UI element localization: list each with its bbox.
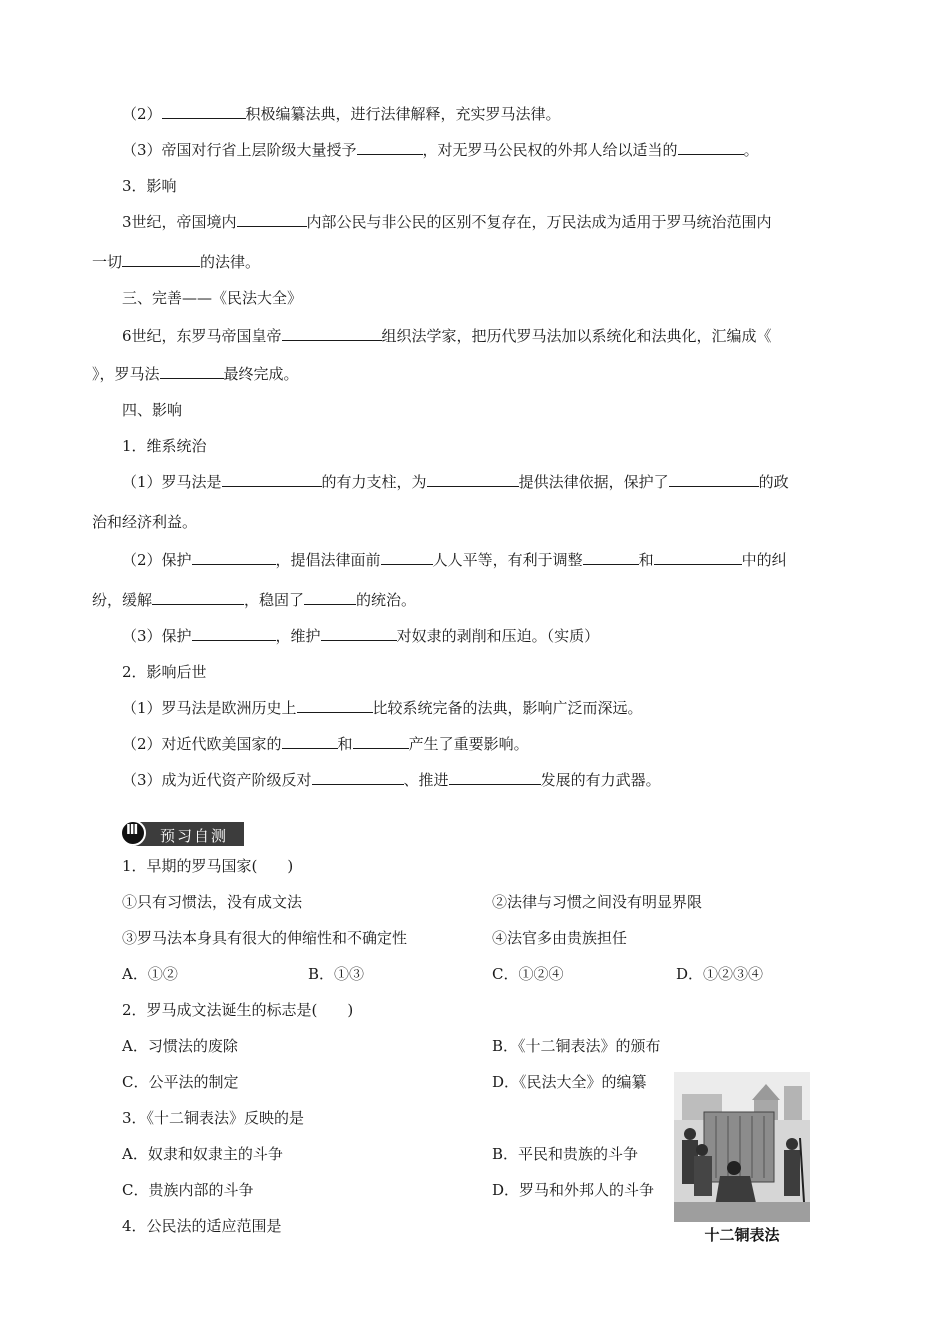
section-heading: 2．影响后世 bbox=[122, 663, 207, 681]
badge-label: 预习自测 bbox=[160, 827, 229, 845]
option-d[interactable]: D．罗马和外邦人的斗争 bbox=[492, 1181, 655, 1199]
question-stem: 3．《十二铜表法》反映的是 bbox=[122, 1109, 305, 1127]
option-d[interactable]: D．①②③④ bbox=[676, 965, 764, 983]
option-c[interactable]: C．①②④ bbox=[492, 965, 564, 983]
fill-blank[interactable] bbox=[583, 550, 639, 565]
option-c[interactable]: C．公平法的制定 bbox=[122, 1073, 239, 1091]
fill-blank[interactable] bbox=[321, 626, 397, 641]
fill-blank[interactable] bbox=[427, 472, 519, 487]
fill-blank[interactable] bbox=[152, 590, 244, 605]
text-line: 一切 的法律。 bbox=[92, 253, 261, 271]
fill-blank[interactable] bbox=[678, 140, 744, 155]
fill-blank[interactable] bbox=[282, 326, 382, 341]
text-line: 治和经济利益。 bbox=[92, 513, 198, 531]
text-line: 3世纪，帝国境内 内部公民与非公民的区别不复存在，万民法成为适用于罗马统治范围内 bbox=[122, 213, 772, 231]
fill-blank[interactable] bbox=[122, 252, 200, 267]
question-stem: 1．早期的罗马国家( ) bbox=[122, 857, 294, 875]
fill-blank[interactable] bbox=[192, 626, 276, 641]
option-b[interactable]: B．①③ bbox=[308, 965, 365, 983]
fill-blank[interactable] bbox=[192, 550, 276, 565]
fill-blank[interactable] bbox=[449, 770, 541, 785]
option-c[interactable]: C．贵族内部的斗争 bbox=[122, 1181, 254, 1199]
section-heading: 三、完善——《民法大全》 bbox=[122, 289, 303, 307]
fill-blank[interactable] bbox=[353, 734, 409, 749]
fill-blank[interactable] bbox=[222, 472, 322, 487]
option-a[interactable]: A．①② bbox=[122, 965, 178, 983]
question-stem: 4．公民法的适应范围是 bbox=[122, 1217, 282, 1235]
option-b[interactable]: B．《十二铜表法》的颁布 bbox=[492, 1037, 661, 1055]
text-line: （2）保护 ，提倡法律面前 人人平等，有利于调整 和 中的纠 bbox=[122, 551, 787, 569]
fill-blank[interactable] bbox=[282, 734, 338, 749]
twelve-tables-illustration bbox=[674, 1072, 810, 1244]
fill-blank[interactable] bbox=[381, 550, 433, 565]
badge-mark: Ⅲ bbox=[126, 823, 139, 838]
text-line: 纷，缓解 ，稳固了 的统治。 bbox=[92, 591, 417, 609]
figure-caption: 十二铜表法 bbox=[704, 1226, 780, 1244]
text-line: （3）帝国对行省上层阶级大量授予 ，对无罗马公民权的外邦人给以适当的 。 bbox=[122, 141, 759, 159]
engraving-image bbox=[674, 1072, 810, 1222]
text-line: （3）保护 ，维护 对奴隶的剥削和压迫。（实质） bbox=[122, 627, 600, 645]
fill-blank[interactable] bbox=[162, 104, 246, 119]
text-line: （1）罗马法是欧洲历史上 比较系统完备的法典，影响广泛而深远。 bbox=[122, 699, 643, 717]
section-heading: 3．影响 bbox=[122, 177, 177, 195]
option-b[interactable]: B．平民和贵族的斗争 bbox=[492, 1145, 639, 1163]
fill-blank[interactable] bbox=[237, 212, 307, 227]
fill-blank[interactable] bbox=[304, 590, 356, 605]
text-line: 6世纪，东罗马帝国皇帝 组织法学家，把历代罗马法加以系统化和法典化，汇编成《 bbox=[122, 327, 772, 345]
text-line: （3）成为近代资产阶级反对 、推进 发展的有力武器。 bbox=[122, 771, 661, 789]
fill-blank[interactable] bbox=[312, 770, 404, 785]
option-a[interactable]: A．习惯法的废除 bbox=[122, 1037, 238, 1055]
text-line: （2） 积极编纂法典，进行法律解释，充实罗马法律。 bbox=[122, 105, 561, 123]
statement: ①只有习惯法，没有成文法 bbox=[122, 893, 303, 911]
option-d[interactable]: D．《民法大全》的编纂 bbox=[492, 1073, 647, 1091]
section-heading: 四、影响 bbox=[122, 401, 183, 419]
section-heading: 1．维系统治 bbox=[122, 437, 207, 455]
fill-blank[interactable] bbox=[160, 364, 224, 379]
text-line: （1）罗马法是 的有力支柱，为 提供法律依据，保护了 的政 bbox=[122, 473, 789, 491]
text-line: （2）对近代欧美国家的 和 产生了重要影响。 bbox=[122, 735, 529, 753]
section-badge bbox=[120, 820, 244, 846]
option-a[interactable]: A．奴隶和奴隶主的斗争 bbox=[122, 1145, 283, 1163]
statement: ②法律与习惯之间没有明显界限 bbox=[492, 893, 703, 911]
statement: ④法官多由贵族担任 bbox=[492, 929, 628, 947]
fill-blank[interactable] bbox=[654, 550, 742, 565]
fill-blank[interactable] bbox=[669, 472, 759, 487]
text-line: 》，罗马法 最终完成。 bbox=[92, 365, 299, 383]
question-stem: 2．罗马成文法诞生的标志是( ) bbox=[122, 1001, 354, 1019]
fill-blank[interactable] bbox=[357, 140, 423, 155]
fill-blank[interactable] bbox=[297, 698, 373, 713]
statement: ③罗马法本身具有很大的伸缩性和不确定性 bbox=[122, 929, 408, 947]
